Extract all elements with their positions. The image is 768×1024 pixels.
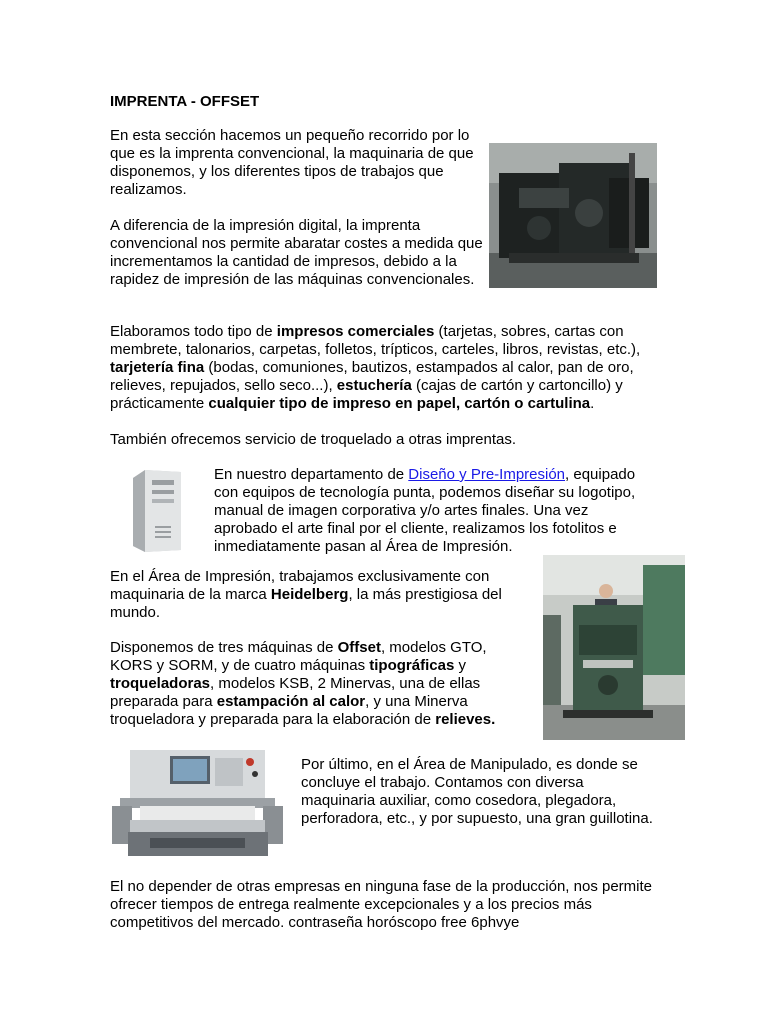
manipulado-paragraph: Por último, en el Área de Manipulado, es donde se concluye el trabajo. Contamos con diversa maquinaria auxiliar, como cosedora, plegadora, perforadora, etc., y por supuesto, una gran guillotina.: [301, 756, 653, 827]
intro-paragraph: En esta sección hacemos un pequeño recorrido por lo que es la imprenta convencional, la maquinaria de que disponemos, y los diferentes tipos de trabajos que realizamos.: [110, 127, 474, 198]
design-preprint-link[interactable]: Diseño y Pre-Impresión: [408, 466, 566, 483]
area-paragraph: En el Área de Impresión, trabajamos exclusivamente con maquinaria de la marca Heidelberg, la más prestigiosa del mundo.: [110, 568, 502, 621]
heidelberg-press-photo: [543, 555, 685, 740]
closing-paragraph: El no depender de otras empresas en ninguna fase de la producción, nos permite ofrecer tiempos de entrega realmente excepcionales y a los precios más competitivos del mercado. contraseña horóscopo free 6phvye: [110, 878, 653, 931]
offset-press-photo: [489, 143, 657, 288]
machines-paragraph: Disponemos de tres máquinas de Offset, modelos GTO, KORS y SORM, y de cuatro máquinas tipográficas y troqueladoras, modelos KSB, 2 Minervas, una de ellas preparada para estampación al calor, y una Minerva troqueladora y preparada para la elaboración de relieves.: [110, 639, 496, 728]
guillotine-photo: [110, 748, 285, 858]
computer-tower-photo: [125, 466, 185, 554]
troquelado-paragraph: También ofrecemos servicio de troquelado a otras imprentas.: [110, 431, 517, 448]
design-paragraph: En nuestro departamento de Diseño y Pre-Impresión, equipado con equipos de tecnología punta, podemos diseñar su logotipo, manual de imagen corporativa y/o artes finales. Una vez aprobado el arte final por el cliente, realizamos los fotolitos e inmediatamente pasan al Área de Impresión.: [214, 466, 636, 555]
digital-paragraph: A diferencia de la impresión digital, la imprenta convencional nos permite abaratar costes a medida que incrementamos la cantidad de impresos, debido a la rapidez de impresión de las máquinas convencionales.: [110, 217, 483, 288]
page-title: IMPRENTA - OFFSET: [110, 93, 260, 110]
products-paragraph: Elaboramos todo tipo de impresos comerciales (tarjetas, sobres, cartas con membrete, talonarios, carpetas, folletos, trípticos, carteles, libros, revistas, etc.), tarjetería fina (bodas, comuniones, bautizos, estampados al calor, pan de oro, relieves, repujados, sello seco...), estuchería (cajas de cartón y cartoncillo) y prácticamente cualquier tipo de impreso en papel, cartón o cartulina.: [110, 323, 641, 412]
